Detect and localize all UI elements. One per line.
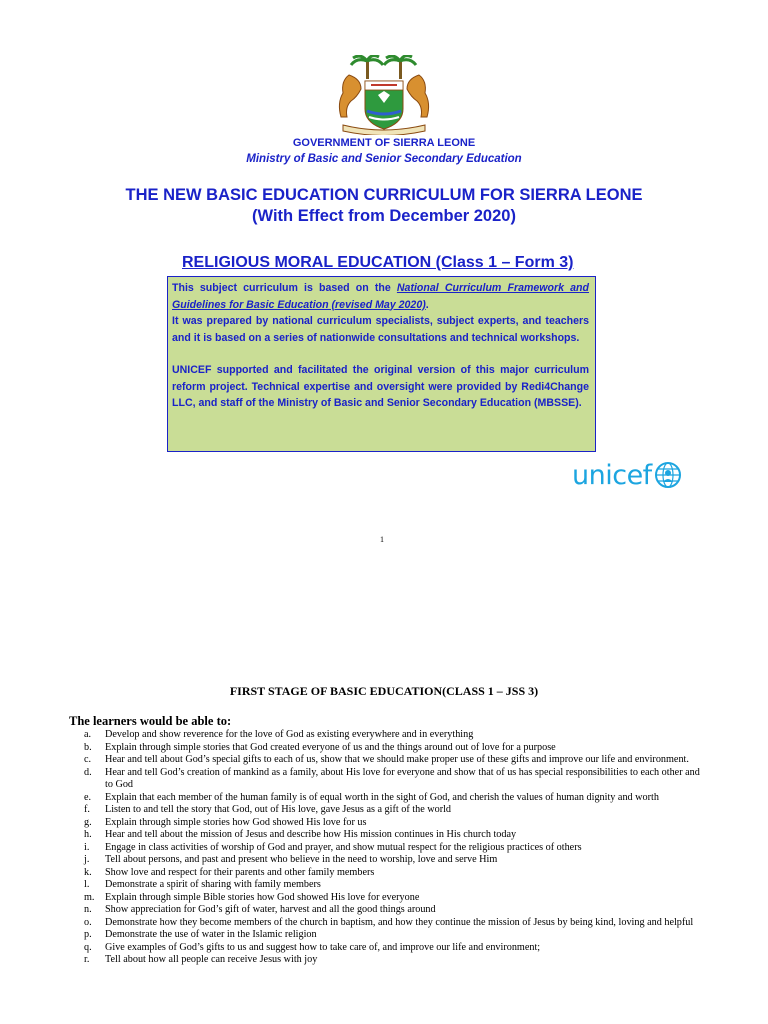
list-item (84, 904, 704, 917)
list-item-letter: n. (84, 904, 92, 915)
curriculum-info-box (167, 276, 596, 452)
curriculum-title: THE NEW BASIC EDUCATION CURRICULUM FOR SIERRA LEONE (125, 186, 643, 204)
info-paragraph-3: UNICEF supported and facilitated the original version of this major curriculum reform project. Technical expertise and oversight were provided by Redi4Change LLC, and staff of the Ministry of Basic and Senior Secondary Education (MBSSE). (172, 364, 589, 409)
list-item (84, 954, 704, 967)
list-item-text: Demonstrate how they become members of the church in baptism, and how they continue the mission of Jesus by being kind, loving and helpful (105, 916, 694, 928)
learners-intro: The learners would be able to: (69, 714, 232, 728)
list-item-text: Show appreciation for God’s gift of water, harvest and all the good things around (105, 904, 436, 915)
list-item (84, 867, 704, 880)
shield-icon (365, 81, 403, 129)
unicef-logo (572, 455, 702, 495)
list-item-text: Explain through simple stories that God created everyone of us and the things around out of love for a purpose (105, 741, 556, 753)
list-item-letter: c. (84, 754, 92, 765)
list-item-text: Explain that each member of the human family is of equal worth in the sight of God, and cherish the values of human dignity and worth (105, 791, 659, 803)
list-item (84, 817, 704, 830)
list-item-text: Tell about persons, and past and present who believe in the need to worship, love and serve Him (105, 854, 498, 865)
list-item-letter: o. (84, 916, 92, 928)
list-item-text: Hear and tell about God’s special gifts to each of us, show that we should make proper use of these gifts and improve our life and environment. (105, 754, 689, 765)
list-item-letter: l. (84, 879, 90, 890)
page-number: 1 (380, 535, 384, 544)
list-item-letter: r. (84, 954, 90, 965)
list-item-letter: d. (84, 766, 92, 778)
list-item-letter: g. (84, 816, 92, 828)
list-item (84, 742, 704, 755)
list-item-text: Show love and respect for their parents and other family members (105, 866, 375, 878)
list-item-text: Hear and tell about the mission of Jesus and describe how His mission continues in His church today (105, 829, 517, 840)
subject-heading: RELIGIOUS MORAL EDUCATION (Class 1 – Form 3) (182, 254, 574, 271)
list-item-text: Tell about how all people can receive Jesus with joy (105, 954, 318, 965)
list-item-letter: h. (84, 829, 92, 840)
list-item-text: Explain through simple Bible stories how God showed His love for everyone (105, 891, 420, 903)
list-item-letter: i. (84, 841, 90, 853)
coat-of-arms-logo (329, 55, 439, 135)
list-item (84, 804, 704, 817)
unicef-globe-icon (653, 460, 683, 490)
list-item-text: Explain through simple stories how God showed His love for us (105, 816, 367, 828)
objectives-list (84, 729, 704, 967)
list-item (84, 754, 704, 767)
list-item-letter: k. (84, 866, 92, 878)
list-item (84, 829, 704, 842)
unicef-wordmark: unicef (572, 459, 652, 491)
list-item-letter: f. (84, 804, 90, 815)
list-item (84, 792, 704, 805)
list-item (84, 917, 704, 930)
list-item-text: Listen to and tell the story that God, out of His love, gave Jesus as a gift of the world (105, 804, 452, 815)
list-item-text: Hear and tell God’s creation of mankind as a family, about His love for everyone and show that of us has special responsibilities to each other and to God (105, 766, 700, 790)
list-item (84, 729, 704, 742)
list-item-text: Engage in class activities of worship of God and prayer, and show mutual respect for the religious practices of others (105, 841, 582, 853)
list-item (84, 942, 704, 955)
list-item-letter: j. (84, 854, 90, 865)
list-item (84, 767, 704, 792)
palm-icon (351, 56, 416, 79)
section-heading: FIRST STAGE OF BASIC EDUCATION(CLASS 1 – JSS 3) (229, 684, 539, 698)
list-item-letter: m. (84, 891, 95, 903)
list-item-text: Demonstrate a spirit of sharing with family members (105, 879, 321, 890)
list-item-text: Develop and show reverence for the love of God as existing everywhere and in everything (105, 729, 474, 740)
list-item-text: Give examples of God’s gifts to us and suggest how to take care of, and improve our life and environment; (105, 941, 541, 953)
list-item-letter: b. (84, 741, 92, 753)
info-paragraph-1: This subject curriculum is based on the National Curriculum Framework and Guidelines for Basic Education (revised May 2020). (172, 282, 589, 311)
list-item (84, 892, 704, 905)
list-item-letter: a. (84, 729, 92, 740)
list-item (84, 929, 704, 942)
list-item-text: Demonstrate the use of water in the Islamic religion (105, 929, 317, 940)
info-paragraph-2: It was prepared by national curriculum specialists, subject experts, and teachers and it is based on a series of nationwide consultations and technical workshops. (172, 315, 589, 344)
framework-reference: National Curriculum Framework and Guidelines for Basic Education (revised May 2020) (172, 282, 589, 311)
curriculum-effective-date: (With Effect from December 2020) (252, 207, 516, 225)
list-item-letter: e. (84, 791, 92, 803)
list-item (84, 879, 704, 892)
list-item-letter: p. (84, 929, 92, 940)
list-item (84, 842, 704, 855)
list-item (84, 854, 704, 867)
list-item-letter: q. (84, 941, 92, 953)
government-heading: GOVERNMENT OF SIERRA LEONE (292, 137, 476, 149)
ministry-heading: Ministry of Basic and Senior Secondary Education (246, 153, 522, 165)
